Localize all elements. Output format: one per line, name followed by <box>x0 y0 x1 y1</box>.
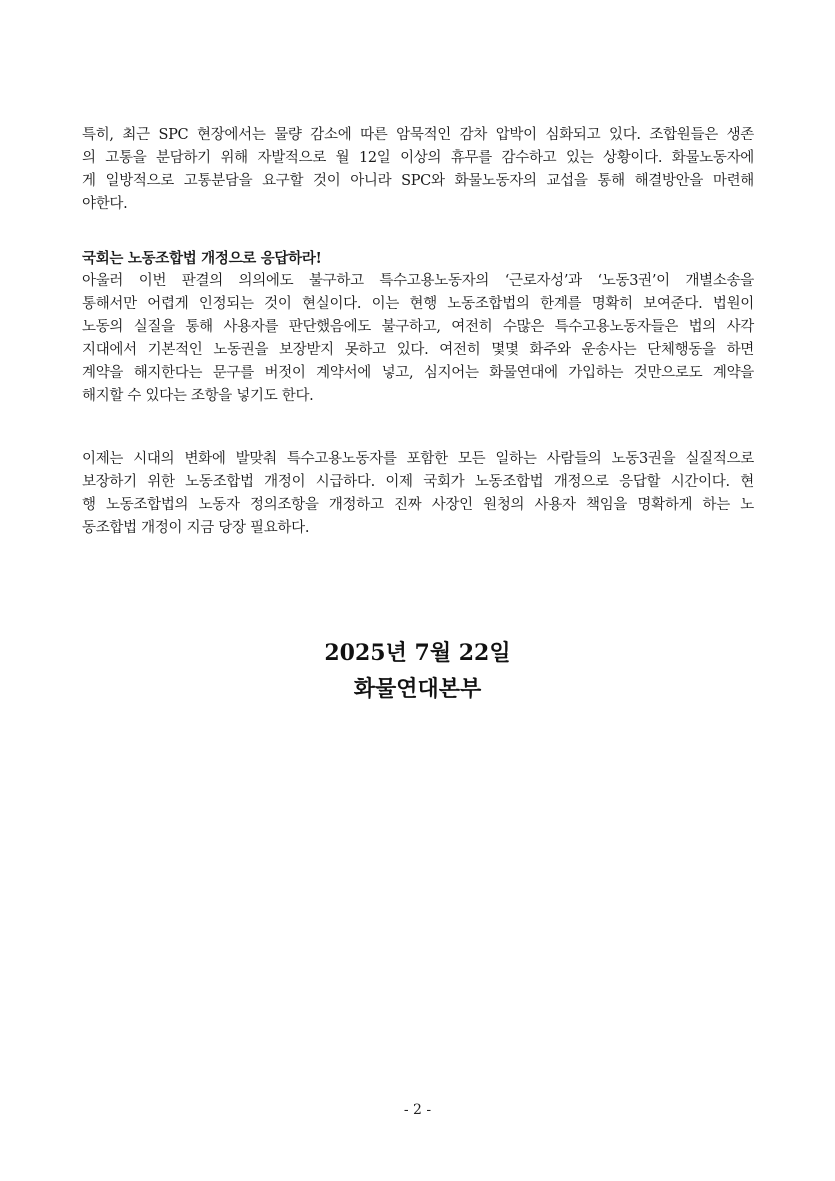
paragraph-spc <box>82 124 754 216</box>
page-number: - 2 - <box>403 1102 432 1118</box>
paragraph-line: 보장하기 위한 노동조합법 개정이 시급하다. 이제 국회가 노동조합법 개정으로 응답할 시간이다. 현 <box>82 474 754 490</box>
section-heading: 국회는 노동조합법 개정으로 응답하라! <box>82 250 322 267</box>
paragraph-line: 이제는 시대의 변화에 발맞춰 특수고용노동자를 포함한 모든 일하는 사람들의 노동3권을 실질적으로 <box>82 451 754 467</box>
paragraph-line: 특히, 최근 SPC 현장에서는 물량 감소에 따른 암묵적인 감차 압박이 심화되고 있다. 조합원들은 생존 <box>82 127 754 143</box>
paragraph-line: 아울러 이번 판결의 의의에도 불구하고 특수고용노동자의 ‘근로자성’과 ‘노동3권’이 개별소송을 <box>82 273 754 289</box>
section-labor-law <box>82 247 754 408</box>
paragraph-conclusion <box>82 448 754 540</box>
paragraph-line: 통해서만 어렵게 인정되는 것이 현실이다. 이는 현행 노동조합법의 한계를 명확히 보여준다. 법원이 <box>82 296 754 312</box>
paragraph-line: 해지할 수 있다는 조항을 넣기도 한다. <box>82 388 314 404</box>
paragraph-line: 노동의 실질을 통해 사용자를 판단했음에도 불구하고, 여전히 수많은 특수고용노동자들은 법의 사각 <box>82 319 754 335</box>
closing-organization: 화물연대본부 <box>353 676 482 702</box>
paragraph-line: 행 노동조합법의 노동자 정의조항을 개정하고 진짜 사장인 원청의 사용자 책임을 명확하게 하는 노 <box>82 497 754 513</box>
paragraph-line: 의 고통을 분담하기 위해 자발적으로 월 12일 이상의 휴무를 감수하고 있는 상황이다. 화물노동자에 <box>82 150 754 166</box>
paragraph-line: 동조합법 개정이 지금 당장 필요하다. <box>82 520 310 536</box>
paragraph-line: 게 일방적으로 고통분담을 요구할 것이 아니라 SPC와 화물노동자의 교섭을 통해 해결방안을 마련해 <box>82 173 754 189</box>
closing-date: 2025년 7월 22일 <box>324 640 511 666</box>
paragraph-line: 지대에서 기본적인 노동권을 보장받지 못하고 있다. 여전히 몇몇 화주와 운송사는 단체행동을 하면 <box>82 342 754 358</box>
paragraph-line: 계약을 해지한다는 문구를 버젓이 계약서에 넣고, 심지어는 화물연대에 가입하는 것만으로도 계약을 <box>82 365 754 381</box>
paragraph-line: 야한다. <box>82 196 128 212</box>
